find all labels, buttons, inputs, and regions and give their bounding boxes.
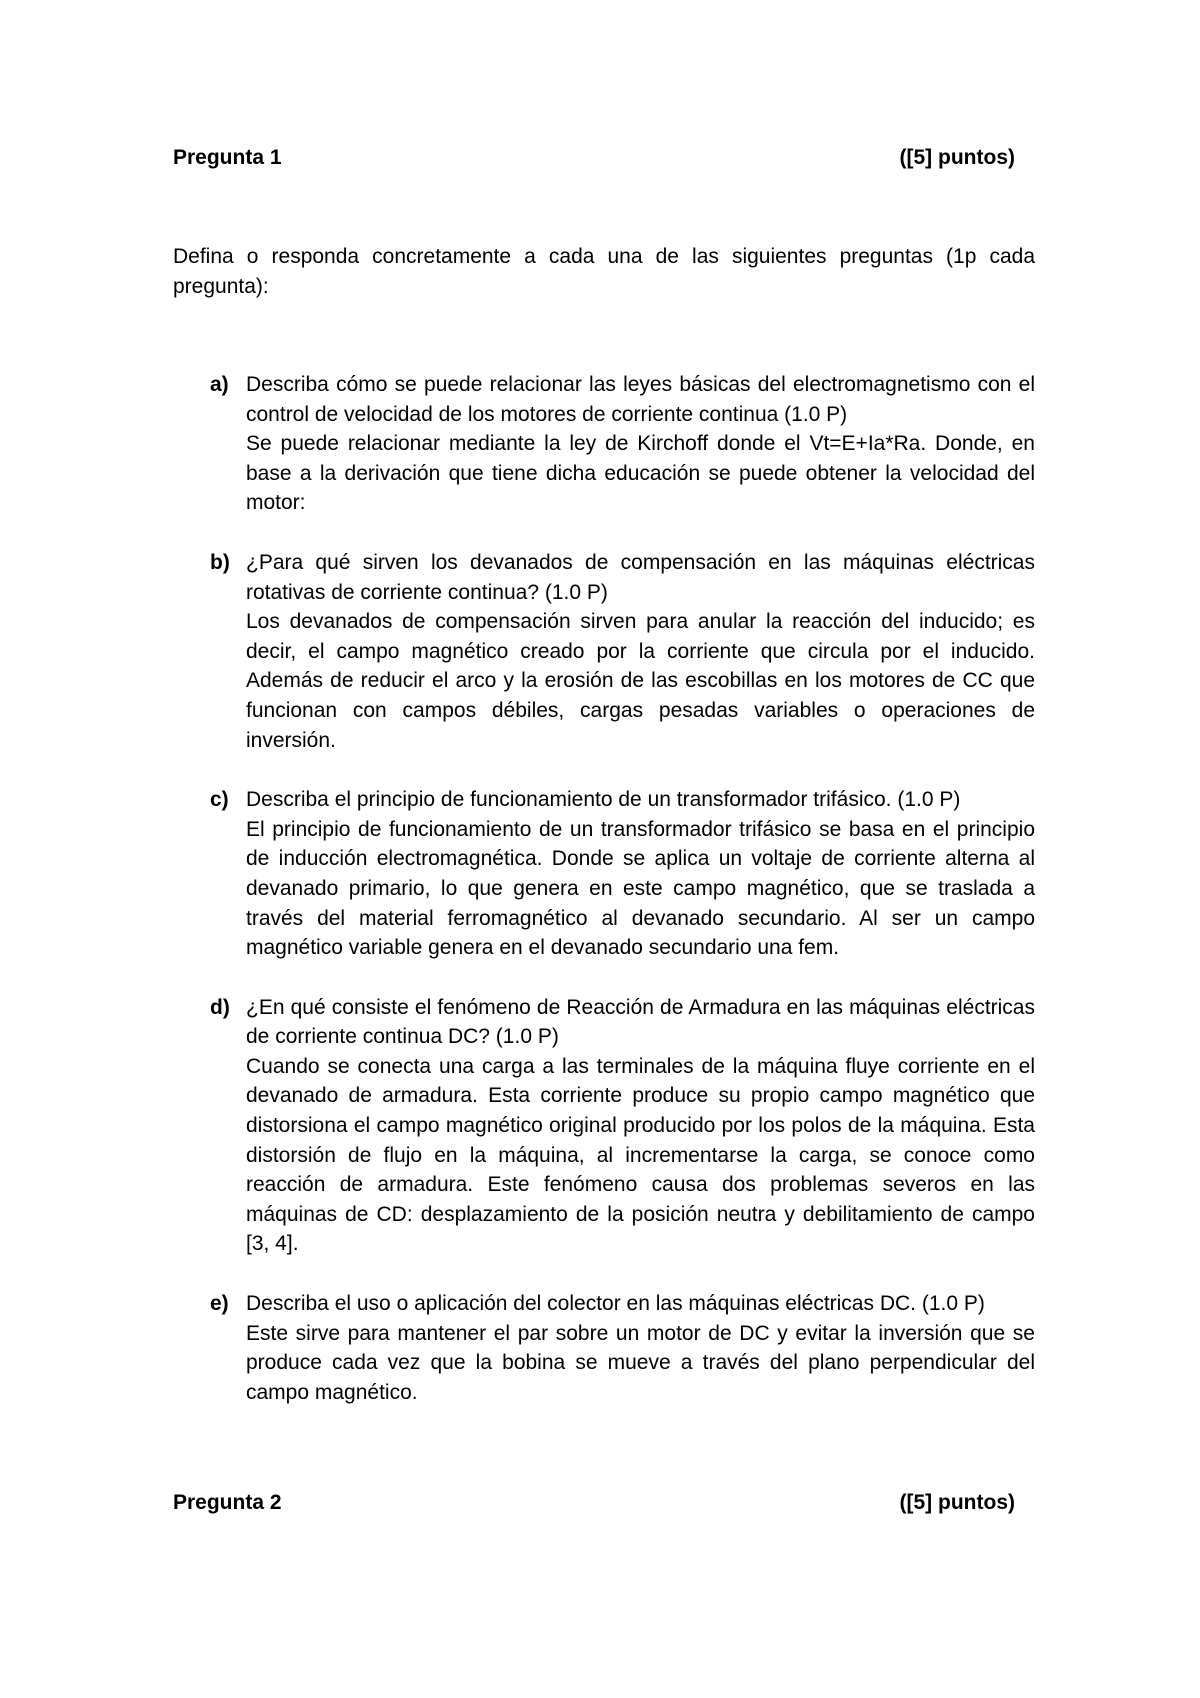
item-answer: Los devanados de compensación sirven para anular la reacción del inducido; es decir, el campo magnético creado por la corriente que circula por el inducido. Además de reducir el arco y la erosión de las escobillas en los motores de CC que funcionan con campos débiles, cargas pesadas variables o operaciones de inversión. (246, 610, 1035, 752)
question-2-points: ([5] puntos) (899, 1491, 1015, 1514)
question-1-title: Pregunta 1 (173, 146, 282, 169)
list-item-d (173, 993, 1035, 1259)
question-1-header (173, 143, 1015, 173)
item-letter: b) (210, 550, 230, 574)
list-item-b (173, 548, 1035, 755)
list-item-c (173, 785, 1035, 963)
item-answer: Cuando se conecta una carga a las terminales de la máquina fluye corriente en el devanado de armadura. Esta corriente produce su propio campo magnético que distorsiona el campo magnético original producido por los polos de la máquina. Esta distorsión de flujo en la máquina, al incrementarse la carga, se conoce como reacción de armadura. Este fenómeno causa dos problemas severos en las máquinas de CD: desplazamiento de la posición neutra y debilitamiento de campo [3, 4]. (246, 1054, 1035, 1256)
item-question: ¿En qué consiste el fenómeno de Reacción de Armadura en las máquinas eléctricas de corriente continua DC? (1.0 P) (246, 995, 1035, 1049)
question-list (173, 370, 1035, 1437)
list-item-a (173, 370, 1035, 518)
instructions-text: Defina o responda concretamente a cada una de las siguientes preguntas (1p cada pregunta): (173, 245, 1035, 298)
question-2-title: Pregunta 2 (173, 1491, 282, 1514)
item-question: Describa el uso o aplicación del colector en las máquinas eléctricas DC. (1.0 P) (246, 1292, 985, 1316)
question-2-header (173, 1488, 1015, 1518)
question-1-points: ([5] puntos) (899, 146, 1015, 169)
item-letter: c) (210, 788, 229, 812)
item-question: ¿Para qué sirven los devanados de compensación en las máquinas eléctricas rotativas de corriente continua? (1.0 P) (246, 550, 1035, 604)
item-letter: e) (210, 1292, 229, 1316)
item-question: Describa cómo se puede relacionar las leyes básicas del electromagnetismo con el control de velocidad de los motores de corriente continua (1.0 P) (246, 373, 1035, 426)
item-letter: a) (210, 373, 229, 396)
item-answer: Este sirve para mantener el par sobre un motor de DC y evitar la inversión que se produce cada vez que la bobina se mueve a través del plano perpendicular del campo magnético. (246, 1321, 1035, 1404)
item-question: Describa el principio de funcionamiento de un transformador trifásico. (1.0 P) (246, 788, 961, 812)
list-item-e (173, 1289, 1035, 1407)
item-answer: Se puede relacionar mediante la ley de Kirchoff donde el Vt=E+Ia*Ra. Donde, en base a la derivación que tiene dicha educación se puede obtener la velocidad del motor: (246, 432, 1035, 515)
item-letter: d) (210, 995, 230, 1019)
item-answer: El principio de funcionamiento de un transformador trifásico se basa en el principio de inducción electromagnética. Donde se aplica un voltaje de corriente alterna al devanado primario, lo que genera en este campo magnético, que se traslada a través del material ferromagnético al devanado secundario. Al ser un campo magnético variable genera en el devanado secundario una fem. (246, 817, 1035, 960)
